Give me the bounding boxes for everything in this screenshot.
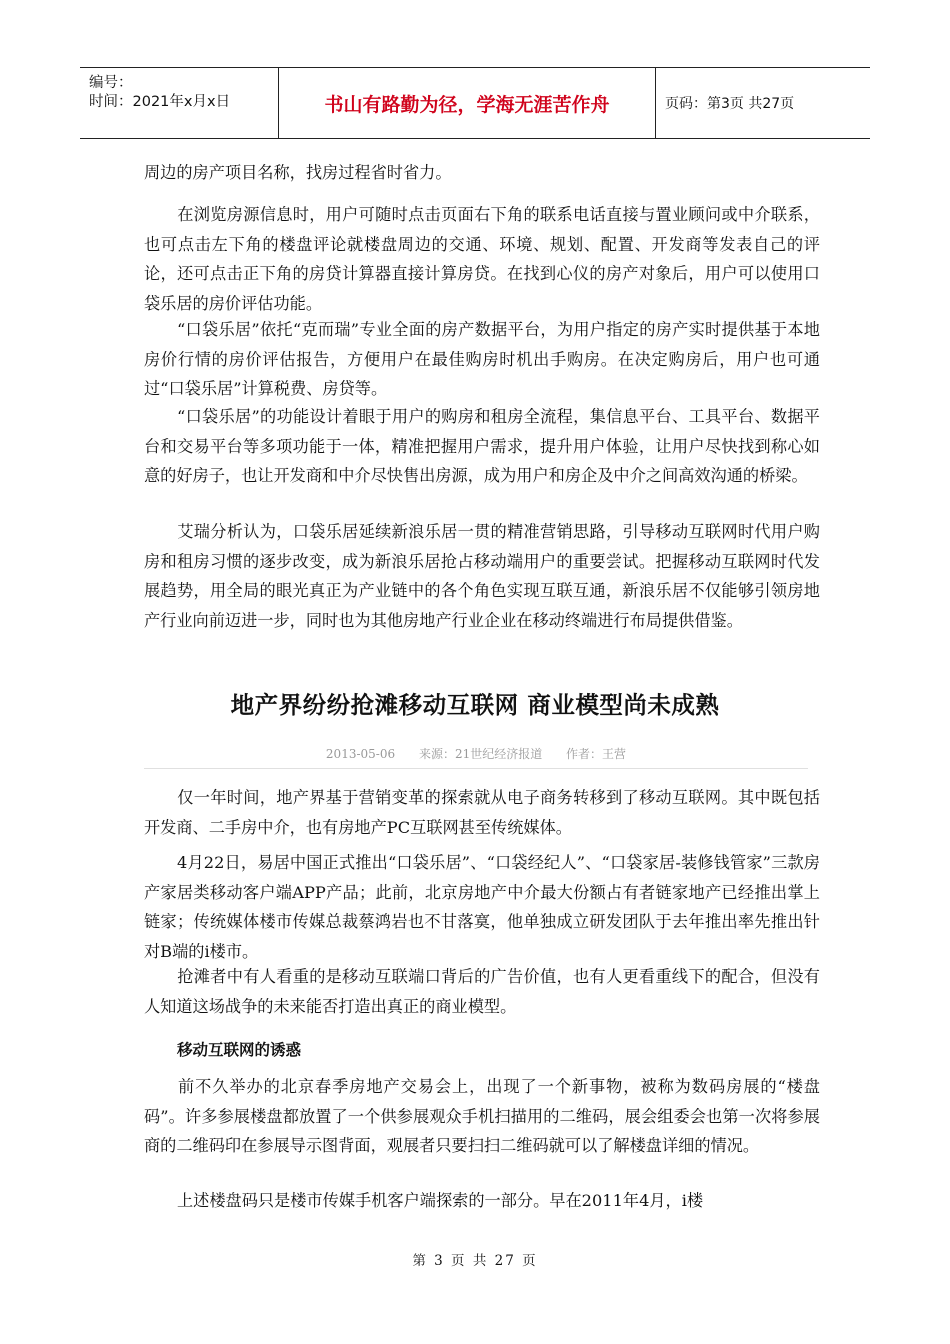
article-meta xyxy=(144,745,808,769)
paragraph: “口袋乐居”依托“克而瑞”专业全面的房产数据平台，为用户指定的房产实时提供基于本地房价行情的房价评估报告，方便用户在最佳购房时机出手购房。在决定购房后，用户也可通过“口袋乐居”计算税费、房贷等。 xyxy=(144,320,820,398)
paragraph: 抢滩者中有人看重的是移动互联端口背后的广告价值，也有人更看重线下的配合，但没有人知道这场战争的未来能否打造出真正的商业模型。 xyxy=(144,967,820,1016)
header-motto: 书山有路勤为径，学海无涯苦作舟 xyxy=(279,68,656,138)
paragraph: 在浏览房源信息时，用户可随时点击页面右下角的联系电话直接与置业顾问或中介联系，也可点击左下角的楼盘评论就楼盘周边的交通、环境、规划、配置、开发商等发表自己的评论，还可点击正下角的房贷计算器直接计算房贷。在找到心仪的房产对象后，用户可以使用口袋乐居的房价评估功能。 xyxy=(144,205,820,313)
article-author: 作者：王营 xyxy=(566,747,627,761)
paragraph: “口袋乐居”的功能设计着眼于用户的购房和租房全流程，集信息平台、工具平台、数据平台和交易平台等多项功能于一体，精准把握用户需求，提升用户体验，让用户尽快找到称心如意的好房子，也让开发商和中介尽快售出房源，成为用户和房企及中介之间高效沟通的桥梁。 xyxy=(144,407,820,485)
page-footer: 第 3 页 共 27 页 xyxy=(412,1253,538,1269)
paragraph: 仅一年时间，地产界基于营销变革的探索就从电子商务转移到了移动互联网。其中既包括开发商、二手房中介，也有房地产PC互联网甚至传统媒体。 xyxy=(144,788,820,837)
header-page-info: 页码：第3页 共27页 xyxy=(665,96,795,112)
article-date: 2013-05-06 xyxy=(325,747,396,761)
section-subheading: 移动互联网的诱惑 xyxy=(177,1041,302,1059)
header-info-cell xyxy=(80,68,279,138)
document-header xyxy=(80,67,870,139)
paragraph: 周边的房产项目名称，找房过程省时省力。 xyxy=(144,163,452,182)
header-number: 编号： xyxy=(89,75,133,91)
paragraph: 上述楼盘码只是楼市传媒手机客户端探索的一部分。早在2011年4月，i楼 xyxy=(177,1191,704,1210)
article-source: 来源：21世纪经济报道 xyxy=(418,747,543,761)
paragraph: 前不久举办的北京春季房地产交易会上，出现了一个新事物，被称为数码房展的“楼盘码”。许多参展楼盘都放置了一个供参展观众手机扫描用的二维码，展会组委会也第一次将参展商的二维码印在参展导示图背面，观展者只要扫扫二维码就可以了解楼盘详细的情况。 xyxy=(144,1077,820,1155)
article-title: 地产界纷纷抢滩移动互联网 商业模型尚未成熟 xyxy=(230,691,720,719)
header-time: 时间：2021年x月x日 xyxy=(89,94,231,110)
paragraph: 4月22日，易居中国正式推出“口袋乐居”、“口袋经纪人”、“口袋家居-装修钱管家”三款房产家居类移动客户端APP产品；此前，北京房地产中介最大份额占有者链家地产已经推出掌上链家；传统媒体楼市传媒总裁蔡鸿岩也不甘落寞，他单独成立研发团队于去年推出率先推出针对B端的i楼市。 xyxy=(144,853,820,961)
paragraph: 艾瑞分析认为，口袋乐居延续新浪乐居一贯的精准营销思路，引导移动互联网时代用户购房和租房习惯的逐步改变，成为新浪乐居抢占移动端用户的重要尝试。把握移动互联网时代发展趋势，用全局的眼光真正为产业链中的各个角色实现互联互通，新浪乐居不仅能够引领房地产行业向前迈进一步，同时也为其他房地产行业企业在移动终端进行布局提供借鉴。 xyxy=(144,522,820,630)
